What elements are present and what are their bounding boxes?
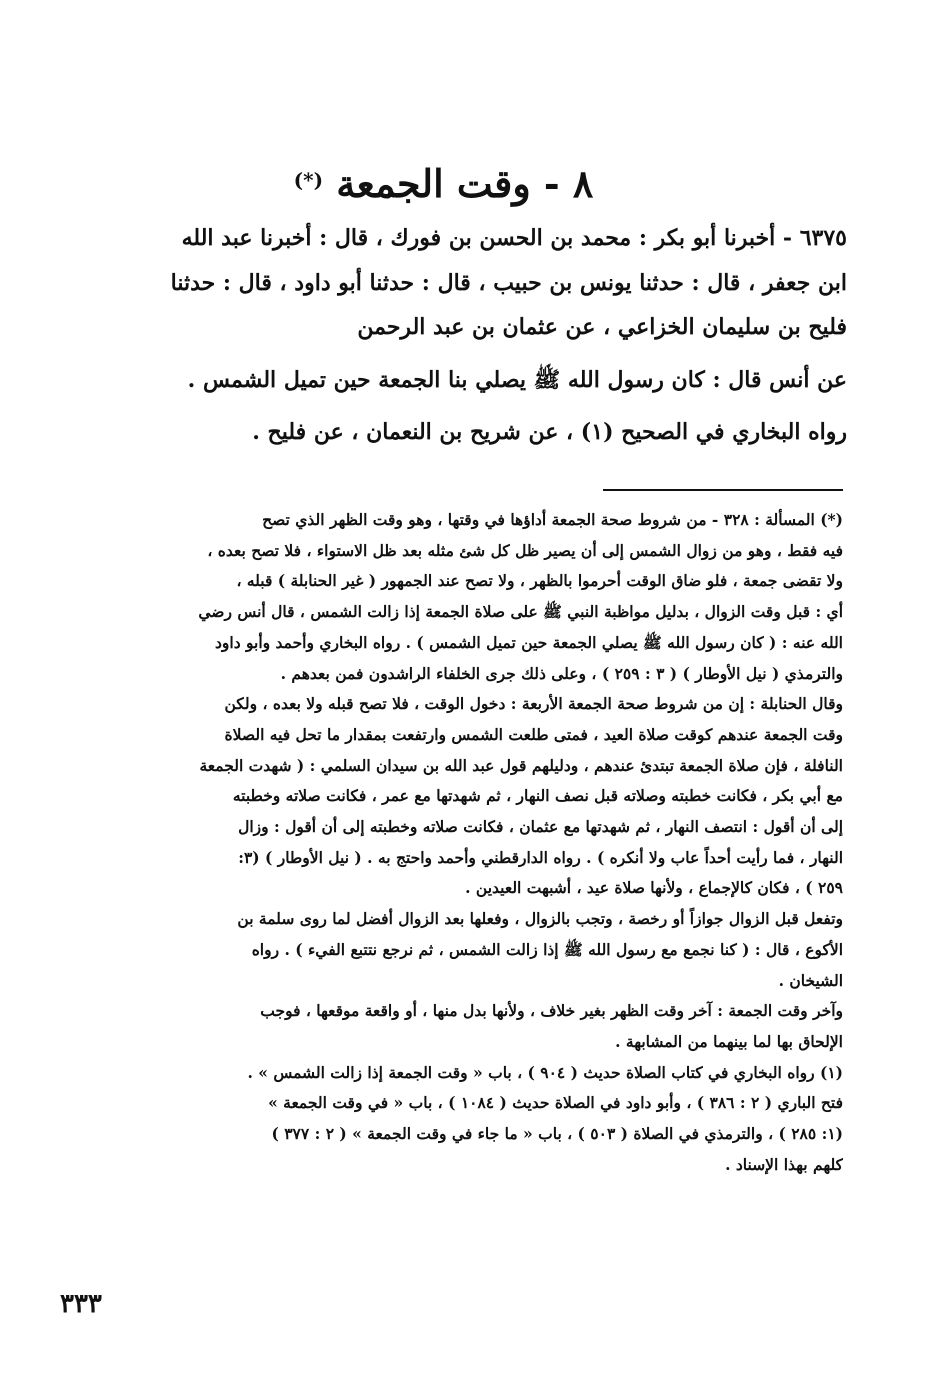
footnote-paragraph [101,689,843,904]
footnote-marker: (*) [293,168,324,192]
footnote-line: مع أبي بكر ، فكانت خطبته وصلاته قبل نصف النهار ، ثم شهدتها مع عمر ، فكانت صلاته وخطبته [232,786,843,806]
footnote-line: وتفعل قبل الزوال جوازاً أو رخصة ، وتجب بالزوال ، وفعلها بعد الزوال أفضل لما روى سلمة بن [237,909,843,929]
footnote-line: الأكوع ، قال : ( كنا نجمع مع رسول الله ﷺ إذا زالت الشمس ، ثم نرجع نتتبع الفيء ) . رواه [251,939,843,959]
footnote-line: النهار ، فما رأيت أحداً عاب ولا أنكره ) . رواه الدارقطني وأحمد واحتج به . ( نيل الأوطار ) (٣: [238,847,843,867]
footnote-line: الشيخان . [778,970,843,990]
footnote-line: أي : قبل وقت الزوال ، بدليل مواظبة النبي ﷺ على صلاة الجمعة إذا زالت الشمس ، قال أنس رضي [198,602,843,622]
footnote-line: وقت الجمعة عندهم كوقت صلاة العيد ، فمتى طلعت الشمس وارتفعت بمقدار ما تحل فيه الصلاة [224,724,843,744]
footnote-line: فتح الباري ( ٢ : ٣٨٦ ) ، وأبو داود في الصلاة حديث ( ١٠٨٤ ) ، باب « في وقت الجمعة » [268,1093,843,1113]
footnote-line: وآخر وقت الجمعة : آخر وقت الظهر بغير خلاف ، ولأنها بدل منها ، أو واقعة موقعها ، فوجب [260,1001,843,1021]
footnote-line: (١) رواه البخاري في كتاب الصلاة حديث ( ٩٠٤ ) ، باب « وقت الجمعة إذا زالت الشمس » . [247,1062,843,1082]
footnote-line: الإلحاق بها لما بينهما من المشابهة . [615,1031,843,1051]
footnote-paragraph [101,996,843,1057]
footnote-line: ٢٥٩ ) ، فكان كالإجماع ، ولأنها صلاة عيد ، أشبهت العيدين . [465,878,843,898]
hadith-line: ٦٣٧٥ - أخبرنا أبو بكر : محمد بن الحسن بن فورك ، قال : أخبرنا عبد الله [181,225,847,251]
footnote-line: الله عنه : ( كان رسول الله ﷺ يصلي الجمعة حين تميل الشمس ) . رواه البخاري وأحمد وأبو داود [215,632,843,652]
hadith-line: فليح بن سليمان الخزاعي ، عن عثمان بن عبد الرحمن [357,314,847,340]
chapter-title [0,150,947,214]
footnote-line: وقال الحنابلة : إن من شروط صحة الجمعة الأربعة : دخول الوقت ، فلا تصح قبله ولا بعده ، ولكن [224,694,843,714]
hadith-line: رواه البخاري في الصحيح (١) ، عن شريح بن النعمان ، عن فليح . [252,419,847,445]
footnote-line: (*) المسألة : ٣٢٨ - من شروط صحة الجمعة أداؤها في وقتها ، وهو وقت الظهر الذي تصح [262,510,843,529]
footnotes [101,505,843,1180]
hadith-line: عن أنس قال : كان رسول الله ﷺ يصلي بنا الجمعة حين تميل الشمس . [187,366,847,393]
footnote-line: النافلة ، فإن صلاة الجمعة تبتدئ عندهم ، ودليلهم قول عبد الله بن سيدان السلمي : ( شهدت الجمعة [199,755,843,775]
hadith-line: ابن جعفر ، قال : حدثنا يونس بن حبيب ، قال : حدثنا أبو داود ، قال : حدثنا [170,269,847,296]
footnote-line: إلى أن أقول : انتصف النهار ، ثم شهدتها مع عثمان ، فكانت صلاته وخطبته إلى أن أقول : وزال [238,817,843,837]
chapter-title-text: ٨ - وقت الجمعة [336,161,594,206]
footnote-paragraph [101,1058,843,1181]
footnote-paragraph [101,904,843,996]
footnote-line: (١: ٢٨٥ ) ، والترمذي في الصلاة ( ٥٠٣ ) ، باب « ما جاء في وقت الجمعة » ( ٢ : ٣٧٧ ) [271,1124,843,1144]
footnote-divider [603,489,843,491]
footnote-line: فيه فقط ، وهو من زوال الشمس إلى أن يصير ظل كل شئ مثله بعد ظل الاستواء ، فلا تصح بعده ، [207,540,843,560]
footnote-line: كلهم بهذا الإسناد . [725,1154,843,1174]
footnote-line: والترمذي ( نيل الأوطار ) ( ٣ : ٢٥٩ ) ، وعلى ذلك جرى الخلفاء الراشدون فمن بعدهم . [280,663,843,683]
hadith-text [99,216,847,455]
footnote-paragraph [101,505,843,689]
page-number: ٣٣٣ [60,1289,102,1319]
footnote-line: ولا تقضى جمعة ، فلو ضاق الوقت أحرموا بالظهر ، ولا تصح عند الجمهور ( غير الحنابلة ) قبله ، [236,571,843,591]
